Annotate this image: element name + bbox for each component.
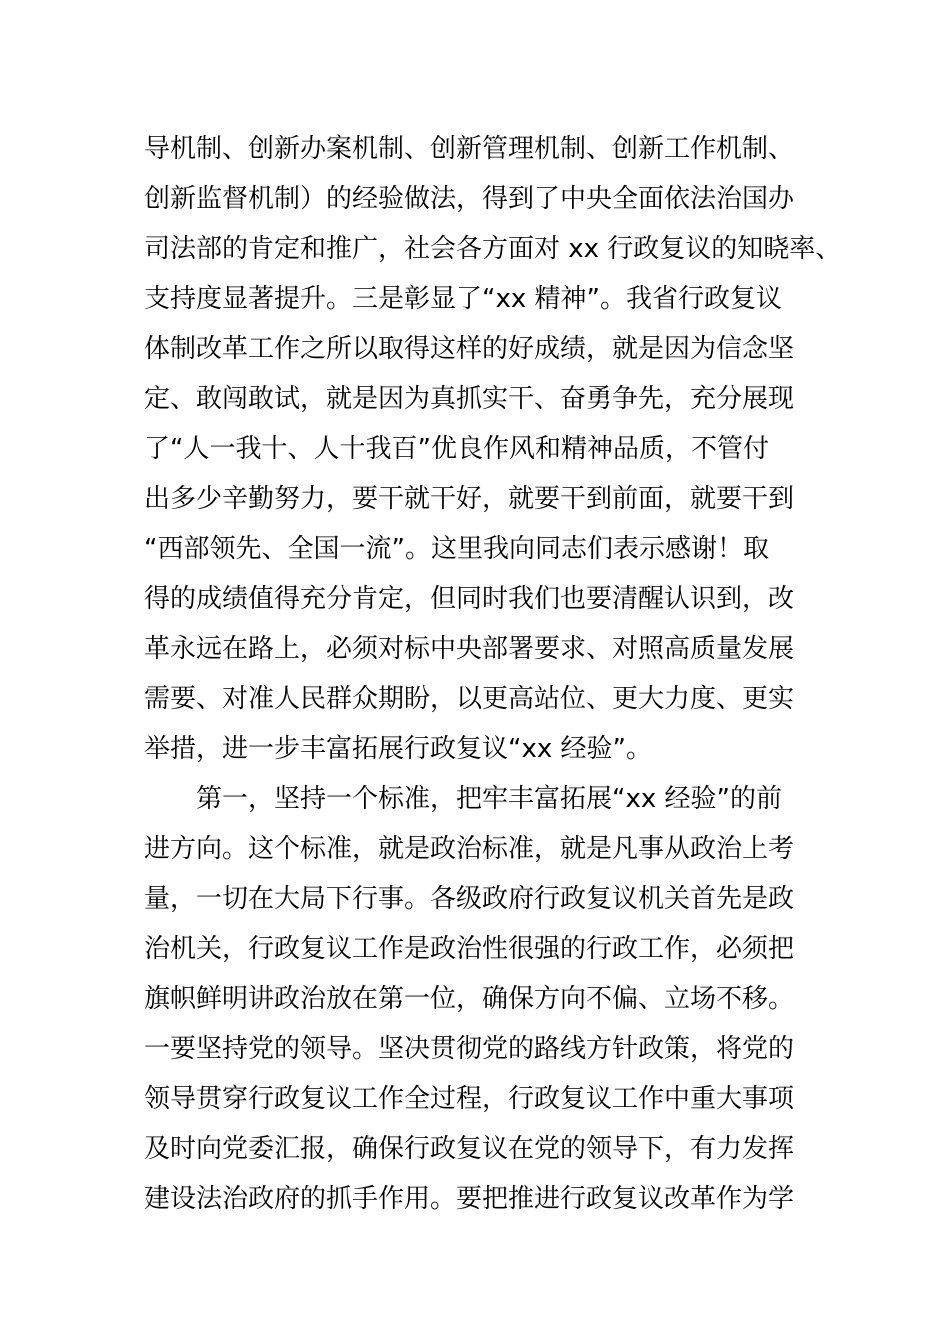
text-line: 支持度显著提升。三是彰显了“xx 精神”。我省行政复议 — [144, 284, 782, 314]
text-line: 建设法治政府的抓手作用。要把推进行政复议改革作为学 — [144, 1184, 795, 1214]
text-line: 创新监督机制）的经验做法，得到了中央全面依法治国办 — [144, 184, 795, 214]
text-line: 司法部的肯定和推广，社会各方面对 xx 行政复议的知晓率、 — [144, 234, 842, 264]
text-line: 定、敢闯敢试，就是因为真抓实干、奋勇争先，充分展现 — [144, 384, 795, 414]
text-line: 旗帜鲜明讲政治放在第一位，确保方向不偏、立场不移。 — [144, 984, 795, 1014]
text-line: 了“人一我十、人十我百”优良作风和精神品质，不管付 — [144, 434, 769, 464]
text-line: 导机制、创新办案机制、创新管理机制、创新工作机制、 — [144, 134, 795, 164]
text-line: 及时向党委汇报，确保行政复议在党的领导下，有力发挥 — [144, 1134, 795, 1164]
text-line: 进方向。这个标准，就是政治标准，就是凡事从政治上考 — [144, 834, 795, 864]
text-line: 体制改革工作之所以取得这样的好成绩，就是因为信念坚 — [144, 334, 795, 364]
text-line: 领导贯穿行政复议工作全过程，行政复议工作中重大事项 — [144, 1084, 795, 1114]
body-text — [144, 124, 842, 1224]
text-line: 一要坚持党的领导。坚决贯彻党的路线方针政策，将党的 — [144, 1034, 795, 1064]
text-line: 出多少辛勤努力，要干就干好，就要干到前面，就要干到 — [144, 484, 795, 514]
text-line: 革永远在路上，必须对标中央部署要求、对照高质量发展 — [144, 634, 795, 664]
text-line: 量，一切在大局下行事。各级政府行政复议机关首先是政 — [144, 884, 795, 914]
text-line: 得的成绩值得充分肯定，但同时我们也要清醒认识到，改 — [144, 584, 795, 614]
text-line: 需要、对准人民群众期盼，以更高站位、更大力度、更实 — [144, 684, 795, 714]
text-line: 举措，进一步丰富拓展行政复议“xx 经验”。 — [144, 734, 652, 764]
text-line: “西部领先、全国一流”。这里我向同志们表示感谢！取 — [144, 534, 769, 564]
paragraph-start-line: 第一，坚持一个标准，把牢丰富拓展“xx 经验”的前 — [196, 784, 782, 814]
text-line: 治机关，行政复议工作是政治性很强的行政工作，必须把 — [144, 934, 795, 964]
